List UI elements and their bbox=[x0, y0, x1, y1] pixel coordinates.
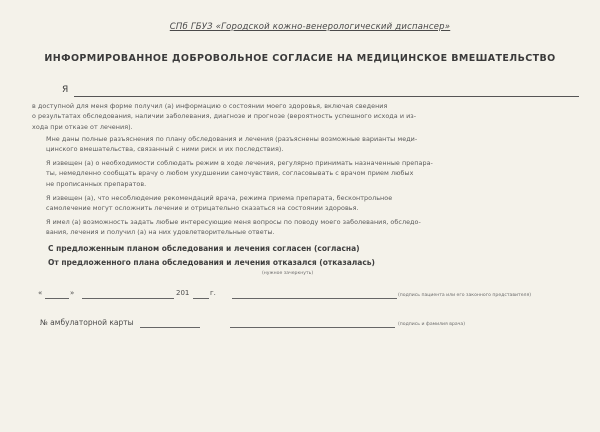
ya-label: Я bbox=[62, 85, 69, 95]
document-title: ИНФОРМИРОВАННОЕ ДОБРОВОЛЬНОЕ СОГЛАСИЕ НА МЕДИЦИНСКОЕ ВМЕШАТЕЛЬСТВО bbox=[44, 53, 556, 64]
patient-name-line bbox=[74, 96, 579, 97]
paragraph-line: ты, немедленно сообщать врачу о любом ухудшении самочувствия, согласовывать с врачом прием любых bbox=[46, 169, 414, 178]
patient-signature-line bbox=[232, 298, 397, 299]
date-year-suffix: г. bbox=[210, 289, 216, 297]
paragraph-line: Я извещен (а), что несоблюдение рекомендаций врача, режима приема препарата, бесконтрольное bbox=[46, 194, 393, 202]
organization-name: СПб ГБУЗ «Городской кожно-венерологический диспансер» bbox=[169, 22, 451, 32]
paragraph-questions bbox=[32, 217, 572, 238]
card-number-line bbox=[140, 327, 200, 328]
paragraph-regime-notice bbox=[32, 158, 572, 189]
paragraph-line: Мне даны полные разъяснения по плану обследования и лечения (разъяснены возможные варианты меди- bbox=[46, 135, 418, 143]
paragraph-line: в доступной для меня форме получил (а) информацию о состоянии моего здоровья, включая сведения bbox=[32, 102, 388, 110]
paragraph-line: Я имел (а) возможность задать любые интересующие меня вопросы по поводу моего заболевания, обследо- bbox=[46, 218, 421, 226]
paragraph-noncompliance-notice bbox=[32, 193, 572, 214]
paragraph-plan-explained bbox=[32, 134, 572, 155]
date-year-line bbox=[193, 298, 209, 299]
paragraph-line: Я извещен (а) о необходимости соблюдать режим в ходе лечения, регулярно принимать назначенные препара- bbox=[46, 159, 433, 167]
date-day-line bbox=[45, 298, 69, 299]
paragraph-info-received bbox=[32, 101, 572, 132]
consent-statement: С предложенным планом обследования и лечения согласен (согласна) bbox=[48, 244, 360, 253]
patient-signature-caption: (подпись пациента или его законного представителя) bbox=[398, 293, 532, 298]
refusal-statement: От предложенного плана обследования и лечения отказался (отказалась) bbox=[48, 258, 375, 267]
paragraph-line: хода при отказе от лечения). bbox=[32, 122, 133, 131]
card-number-label: № амбулаторной карты bbox=[40, 318, 134, 327]
paragraph-line: самолечение могут осложнить лечение и отрицательно сказаться на состоянии здоровья. bbox=[46, 204, 359, 213]
patient-name-row bbox=[62, 85, 582, 99]
strike-out-caption: (нужное зачеркнуть) bbox=[262, 271, 314, 276]
doctor-signature-line bbox=[230, 327, 395, 328]
doctor-signature-caption: (подпись и фамилия врача) bbox=[398, 322, 466, 327]
paragraph-line: цинского вмешательства, связанный с ними риск и их последствия). bbox=[46, 145, 284, 154]
paragraph-line: вания, лечения и получил (а) на них удовлетворительные ответы. bbox=[46, 228, 275, 237]
paragraph-line: не прописанных препаратов. bbox=[46, 179, 147, 188]
paragraph-line: о результатах обследования, наличии заболевания, диагнозе и прогнозе (вероятность успешного исхода и из- bbox=[32, 112, 417, 121]
date-month-line bbox=[82, 298, 174, 299]
date-close-quote: » bbox=[70, 289, 75, 297]
date-open-quote: « bbox=[38, 289, 43, 297]
date-year-prefix: 201 bbox=[176, 289, 190, 297]
